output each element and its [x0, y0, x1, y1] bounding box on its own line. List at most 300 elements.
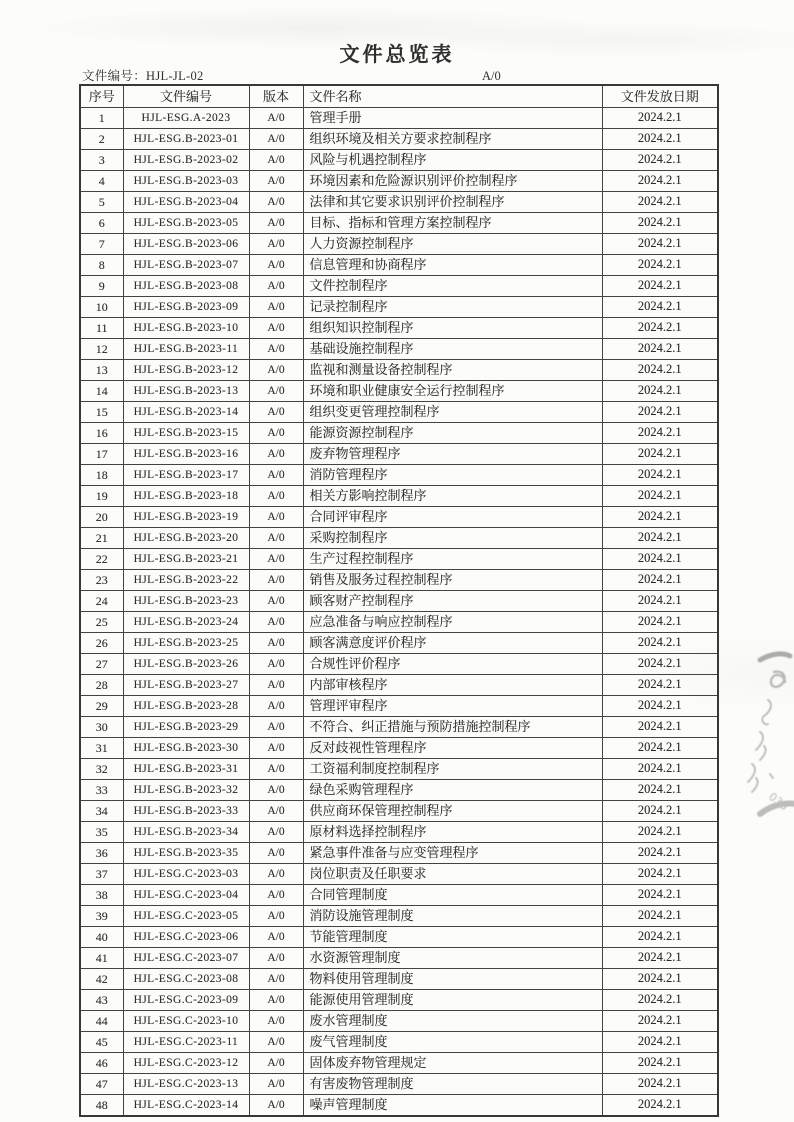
cell-serial: 34 — [80, 801, 123, 822]
cell-serial: 21 — [80, 528, 123, 549]
table-row — [80, 465, 718, 486]
cell-date: 2024.2.1 — [602, 234, 718, 255]
cell-name: 有害废物管理制度 — [303, 1074, 602, 1095]
cell-serial: 2 — [80, 129, 123, 150]
cell-name: 环境和职业健康安全运行控制程序 — [303, 381, 602, 402]
cell-code: HJL-ESG.A-2023 — [123, 108, 249, 129]
cell-version: A/0 — [249, 654, 303, 675]
cell-name: 能源使用管理制度 — [303, 990, 602, 1011]
cell-serial: 31 — [80, 738, 123, 759]
handwritten-stamp — [730, 646, 794, 824]
table-row — [80, 1095, 718, 1117]
cell-code: HJL-ESG.B-2023-02 — [123, 150, 249, 171]
table-row — [80, 444, 718, 465]
cell-version: A/0 — [249, 570, 303, 591]
cell-code: HJL-ESG.B-2023-05 — [123, 213, 249, 234]
cell-code: HJL-ESG.B-2023-14 — [123, 402, 249, 423]
cell-code: HJL-ESG.B-2023-34 — [123, 822, 249, 843]
cell-version: A/0 — [249, 1011, 303, 1032]
cell-serial: 44 — [80, 1011, 123, 1032]
doc-number-line — [82, 66, 204, 84]
cell-name: 风险与机遇控制程序 — [303, 150, 602, 171]
table-row — [80, 255, 718, 276]
cell-date: 2024.2.1 — [602, 885, 718, 906]
table-row — [80, 108, 718, 129]
cell-code: HJL-ESG.B-2023-18 — [123, 486, 249, 507]
cell-name: 组织环境及相关方要求控制程序 — [303, 129, 602, 150]
cell-name: 绿色采购管理程序 — [303, 780, 602, 801]
cell-date: 2024.2.1 — [602, 1053, 718, 1074]
cell-date: 2024.2.1 — [602, 864, 718, 885]
table-row — [80, 948, 718, 969]
cell-code: HJL-ESG.B-2023-15 — [123, 423, 249, 444]
cell-serial: 39 — [80, 906, 123, 927]
cell-code: HJL-ESG.B-2023-08 — [123, 276, 249, 297]
cell-date: 2024.2.1 — [602, 990, 718, 1011]
cell-name: 基础设施控制程序 — [303, 339, 602, 360]
cell-name: 应急准备与响应控制程序 — [303, 612, 602, 633]
col-header-version: 版本 — [249, 85, 303, 108]
cell-code: HJL-ESG.B-2023-25 — [123, 633, 249, 654]
cell-code: HJL-ESG.B-2023-10 — [123, 318, 249, 339]
cell-name: 组织知识控制程序 — [303, 318, 602, 339]
cell-code: HJL-ESG.C-2023-14 — [123, 1095, 249, 1117]
cell-version: A/0 — [249, 864, 303, 885]
cell-name: 供应商环保管理控制程序 — [303, 801, 602, 822]
table-row — [80, 927, 718, 948]
cell-code: HJL-ESG.C-2023-09 — [123, 990, 249, 1011]
table-row — [80, 234, 718, 255]
cell-name: 销售及服务过程控制程序 — [303, 570, 602, 591]
cell-version: A/0 — [249, 969, 303, 990]
cell-date: 2024.2.1 — [602, 612, 718, 633]
cell-date: 2024.2.1 — [602, 549, 718, 570]
cell-date: 2024.2.1 — [602, 423, 718, 444]
cell-date: 2024.2.1 — [602, 843, 718, 864]
table-row — [80, 633, 718, 654]
cell-name: 目标、指标和管理方案控制程序 — [303, 213, 602, 234]
cell-version: A/0 — [249, 1032, 303, 1053]
cell-name: 原材料选择控制程序 — [303, 822, 602, 843]
cell-version: A/0 — [249, 171, 303, 192]
cell-code: HJL-ESG.C-2023-06 — [123, 927, 249, 948]
cell-serial: 7 — [80, 234, 123, 255]
stamp-number: 030 — [766, 790, 791, 814]
cell-version: A/0 — [249, 402, 303, 423]
cell-name: 废气管理制度 — [303, 1032, 602, 1053]
cell-version: A/0 — [249, 591, 303, 612]
table-row — [80, 675, 718, 696]
cell-code: HJL-ESG.C-2023-05 — [123, 906, 249, 927]
cell-date: 2024.2.1 — [602, 150, 718, 171]
cell-serial: 16 — [80, 423, 123, 444]
cell-code: HJL-ESG.B-2023-20 — [123, 528, 249, 549]
table-row — [80, 738, 718, 759]
cell-name: 固体废弃物管理规定 — [303, 1053, 602, 1074]
cell-serial: 10 — [80, 297, 123, 318]
document-overview-table — [79, 84, 719, 1117]
table-row — [80, 1074, 718, 1095]
cell-serial: 47 — [80, 1074, 123, 1095]
cell-version: A/0 — [249, 1095, 303, 1117]
table-row — [80, 1032, 718, 1053]
cell-name: 人力资源控制程序 — [303, 234, 602, 255]
page-version-note: A/0 — [482, 69, 501, 83]
cell-serial: 26 — [80, 633, 123, 654]
cell-version: A/0 — [249, 1053, 303, 1074]
cell-name: 合同评审程序 — [303, 507, 602, 528]
cell-date: 2024.2.1 — [602, 1011, 718, 1032]
cell-version: A/0 — [249, 318, 303, 339]
table-row — [80, 528, 718, 549]
cell-serial: 41 — [80, 948, 123, 969]
table-row — [80, 990, 718, 1011]
cell-name: 噪声管理制度 — [303, 1095, 602, 1117]
cell-serial: 30 — [80, 717, 123, 738]
cell-version: A/0 — [249, 108, 303, 129]
table-body — [80, 108, 718, 1117]
cell-date: 2024.2.1 — [602, 570, 718, 591]
cell-code: HJL-ESG.C-2023-12 — [123, 1053, 249, 1074]
cell-version: A/0 — [249, 528, 303, 549]
cell-code: HJL-ESG.B-2023-16 — [123, 444, 249, 465]
cell-date: 2024.2.1 — [602, 675, 718, 696]
cell-name: 工资福利制度控制程序 — [303, 759, 602, 780]
cell-serial: 23 — [80, 570, 123, 591]
cell-code: HJL-ESG.B-2023-03 — [123, 171, 249, 192]
cell-date: 2024.2.1 — [602, 528, 718, 549]
col-header-name: 文件名称 — [303, 85, 602, 108]
table-row — [80, 150, 718, 171]
cell-version: A/0 — [249, 444, 303, 465]
cell-code: HJL-ESG.B-2023-11 — [123, 339, 249, 360]
cell-version: A/0 — [249, 486, 303, 507]
cell-date: 2024.2.1 — [602, 129, 718, 150]
cell-code: HJL-ESG.B-2023-07 — [123, 255, 249, 276]
table-row — [80, 654, 718, 675]
table-row — [80, 906, 718, 927]
cell-code: HJL-ESG.B-2023-33 — [123, 801, 249, 822]
cell-date: 2024.2.1 — [602, 759, 718, 780]
cell-serial: 29 — [80, 696, 123, 717]
cell-serial: 37 — [80, 864, 123, 885]
cell-version: A/0 — [249, 612, 303, 633]
table-row — [80, 171, 718, 192]
cell-version: A/0 — [249, 129, 303, 150]
cell-date: 2024.2.1 — [602, 213, 718, 234]
cell-serial: 6 — [80, 213, 123, 234]
col-header-date: 文件发放日期 — [602, 85, 718, 108]
cell-code: HJL-ESG.C-2023-03 — [123, 864, 249, 885]
cell-name: 顾客财产控制程序 — [303, 591, 602, 612]
cell-version: A/0 — [249, 150, 303, 171]
cell-version: A/0 — [249, 423, 303, 444]
table-row — [80, 801, 718, 822]
cell-serial: 46 — [80, 1053, 123, 1074]
table-row — [80, 822, 718, 843]
cell-date: 2024.2.1 — [602, 192, 718, 213]
cell-version: A/0 — [249, 213, 303, 234]
cell-serial: 27 — [80, 654, 123, 675]
cell-date: 2024.2.1 — [602, 255, 718, 276]
cell-serial: 9 — [80, 276, 123, 297]
cell-version: A/0 — [249, 276, 303, 297]
cell-serial: 15 — [80, 402, 123, 423]
table-row — [80, 549, 718, 570]
cell-code: HJL-ESG.C-2023-04 — [123, 885, 249, 906]
cell-name: 废弃物管理程序 — [303, 444, 602, 465]
cell-serial: 36 — [80, 843, 123, 864]
cell-serial: 13 — [80, 360, 123, 381]
cell-serial: 43 — [80, 990, 123, 1011]
table-row — [80, 717, 718, 738]
cell-code: HJL-ESG.B-2023-32 — [123, 780, 249, 801]
cell-serial: 5 — [80, 192, 123, 213]
cell-serial: 48 — [80, 1095, 123, 1117]
cell-code: HJL-ESG.B-2023-06 — [123, 234, 249, 255]
cell-version: A/0 — [249, 507, 303, 528]
cell-date: 2024.2.1 — [602, 360, 718, 381]
cell-version: A/0 — [249, 801, 303, 822]
cell-name: 环境因素和危险源识别评价控制程序 — [303, 171, 602, 192]
cell-name: 文件控制程序 — [303, 276, 602, 297]
cell-version: A/0 — [249, 843, 303, 864]
cell-date: 2024.2.1 — [602, 444, 718, 465]
cell-version: A/0 — [249, 1074, 303, 1095]
cell-name: 岗位职责及任职要求 — [303, 864, 602, 885]
cell-version: A/0 — [249, 906, 303, 927]
cell-name: 管理评审程序 — [303, 696, 602, 717]
cell-version: A/0 — [249, 822, 303, 843]
cell-code: HJL-ESG.B-2023-19 — [123, 507, 249, 528]
table-row — [80, 780, 718, 801]
cell-date: 2024.2.1 — [602, 381, 718, 402]
cell-date: 2024.2.1 — [602, 1074, 718, 1095]
cell-code: HJL-ESG.C-2023-10 — [123, 1011, 249, 1032]
cell-name: 生产过程控制程序 — [303, 549, 602, 570]
table-row — [80, 759, 718, 780]
cell-date: 2024.2.1 — [602, 339, 718, 360]
page-title: 文件总览表 — [339, 44, 455, 66]
cell-serial: 25 — [80, 612, 123, 633]
cell-serial: 17 — [80, 444, 123, 465]
table-row — [80, 381, 718, 402]
cell-version: A/0 — [249, 948, 303, 969]
cell-serial: 3 — [80, 150, 123, 171]
table-row — [80, 297, 718, 318]
cell-serial: 20 — [80, 507, 123, 528]
table-row — [80, 570, 718, 591]
cell-code: HJL-ESG.C-2023-08 — [123, 969, 249, 990]
cell-date: 2024.2.1 — [602, 297, 718, 318]
cell-date: 2024.2.1 — [602, 171, 718, 192]
cell-name: 消防管理程序 — [303, 465, 602, 486]
cell-serial: 4 — [80, 171, 123, 192]
cell-serial: 12 — [80, 339, 123, 360]
cell-date: 2024.2.1 — [602, 927, 718, 948]
table-header-row — [80, 85, 718, 108]
cell-date: 2024.2.1 — [602, 1095, 718, 1117]
cell-version: A/0 — [249, 297, 303, 318]
cell-name: 管理手册 — [303, 108, 602, 129]
table-row — [80, 423, 718, 444]
table-row — [80, 591, 718, 612]
table-row — [80, 696, 718, 717]
cell-code: HJL-ESG.B-2023-27 — [123, 675, 249, 696]
table-row — [80, 843, 718, 864]
cell-serial: 32 — [80, 759, 123, 780]
cell-date: 2024.2.1 — [602, 507, 718, 528]
cell-serial: 42 — [80, 969, 123, 990]
cell-code: HJL-ESG.B-2023-26 — [123, 654, 249, 675]
cell-serial: 19 — [80, 486, 123, 507]
table-row — [80, 276, 718, 297]
cell-code: HJL-ESG.B-2023-28 — [123, 696, 249, 717]
cell-serial: 35 — [80, 822, 123, 843]
cell-name: 法律和其它要求识别评价控制程序 — [303, 192, 602, 213]
cell-code: HJL-ESG.B-2023-12 — [123, 360, 249, 381]
cell-date: 2024.2.1 — [602, 906, 718, 927]
table-row — [80, 507, 718, 528]
cell-name: 废水管理制度 — [303, 1011, 602, 1032]
table-row — [80, 402, 718, 423]
cell-version: A/0 — [249, 696, 303, 717]
cell-version: A/0 — [249, 633, 303, 654]
cell-version: A/0 — [249, 465, 303, 486]
cell-serial: 24 — [80, 591, 123, 612]
cell-serial: 8 — [80, 255, 123, 276]
cell-version: A/0 — [249, 381, 303, 402]
cell-serial: 22 — [80, 549, 123, 570]
cell-name: 节能管理制度 — [303, 927, 602, 948]
cell-code: HJL-ESG.B-2023-35 — [123, 843, 249, 864]
cell-version: A/0 — [249, 885, 303, 906]
cell-date: 2024.2.1 — [602, 969, 718, 990]
cell-code: HJL-ESG.B-2023-23 — [123, 591, 249, 612]
cell-name: 记录控制程序 — [303, 297, 602, 318]
cell-code: HJL-ESG.C-2023-13 — [123, 1074, 249, 1095]
table-row — [80, 318, 718, 339]
cell-date: 2024.2.1 — [602, 738, 718, 759]
cell-name: 紧急事件准备与应变管理程序 — [303, 843, 602, 864]
table-row — [80, 1053, 718, 1074]
cell-version: A/0 — [249, 675, 303, 696]
cell-version: A/0 — [249, 759, 303, 780]
cell-serial: 40 — [80, 927, 123, 948]
cell-name: 组织变更管理控制程序 — [303, 402, 602, 423]
cell-serial: 33 — [80, 780, 123, 801]
cell-date: 2024.2.1 — [602, 402, 718, 423]
cell-version: A/0 — [249, 360, 303, 381]
table-row — [80, 1011, 718, 1032]
cell-version: A/0 — [249, 738, 303, 759]
cell-code: HJL-ESG.C-2023-07 — [123, 948, 249, 969]
cell-version: A/0 — [249, 255, 303, 276]
table-row — [80, 360, 718, 381]
cell-name: 合规性评价程序 — [303, 654, 602, 675]
cell-serial: 1 — [80, 108, 123, 129]
cell-version: A/0 — [249, 927, 303, 948]
table-row — [80, 864, 718, 885]
cell-code: HJL-ESG.B-2023-13 — [123, 381, 249, 402]
cell-date: 2024.2.1 — [602, 780, 718, 801]
cell-name: 相关方影响控制程序 — [303, 486, 602, 507]
cell-date: 2024.2.1 — [602, 108, 718, 129]
table-row — [80, 885, 718, 906]
cell-version: A/0 — [249, 717, 303, 738]
cell-code: HJL-ESG.B-2023-09 — [123, 297, 249, 318]
cell-date: 2024.2.1 — [602, 633, 718, 654]
table-row — [80, 969, 718, 990]
cell-name: 能源资源控制程序 — [303, 423, 602, 444]
table-row — [80, 612, 718, 633]
cell-serial: 14 — [80, 381, 123, 402]
cell-version: A/0 — [249, 192, 303, 213]
table-row — [80, 486, 718, 507]
cell-version: A/0 — [249, 234, 303, 255]
cell-name: 监视和测量设备控制程序 — [303, 360, 602, 381]
cell-date: 2024.2.1 — [602, 465, 718, 486]
cell-version: A/0 — [249, 549, 303, 570]
doc-number-label: 文件编号： — [82, 69, 147, 83]
cell-serial: 38 — [80, 885, 123, 906]
cell-code: HJL-ESG.B-2023-21 — [123, 549, 249, 570]
cell-name: 内部审核程序 — [303, 675, 602, 696]
cell-serial: 45 — [80, 1032, 123, 1053]
cell-version: A/0 — [249, 339, 303, 360]
cell-code: HJL-ESG.B-2023-30 — [123, 738, 249, 759]
cell-code: HJL-ESG.B-2023-29 — [123, 717, 249, 738]
cell-version: A/0 — [249, 780, 303, 801]
cell-code: HJL-ESG.B-2023-17 — [123, 465, 249, 486]
cell-name: 反对歧视性管理程序 — [303, 738, 602, 759]
table-row — [80, 213, 718, 234]
cell-date: 2024.2.1 — [602, 822, 718, 843]
cell-date: 2024.2.1 — [602, 486, 718, 507]
cell-name: 消防设施管理制度 — [303, 906, 602, 927]
cell-code: HJL-ESG.B-2023-22 — [123, 570, 249, 591]
cell-code: HJL-ESG.B-2023-04 — [123, 192, 249, 213]
table-row — [80, 129, 718, 150]
cell-code: HJL-ESG.C-2023-11 — [123, 1032, 249, 1053]
cell-date: 2024.2.1 — [602, 717, 718, 738]
cell-name: 合同管理制度 — [303, 885, 602, 906]
col-header-serial: 序号 — [80, 85, 123, 108]
table-row — [80, 339, 718, 360]
cell-code: HJL-ESG.B-2023-31 — [123, 759, 249, 780]
cell-name: 不符合、纠正措施与预防措施控制程序 — [303, 717, 602, 738]
cell-name: 物料使用管理制度 — [303, 969, 602, 990]
cell-date: 2024.2.1 — [602, 654, 718, 675]
cell-date: 2024.2.1 — [602, 276, 718, 297]
cell-name: 信息管理和协商程序 — [303, 255, 602, 276]
cell-serial: 18 — [80, 465, 123, 486]
cell-date: 2024.2.1 — [602, 1032, 718, 1053]
cell-date: 2024.2.1 — [602, 948, 718, 969]
table-row — [80, 192, 718, 213]
cell-date: 2024.2.1 — [602, 591, 718, 612]
cell-name: 采购控制程序 — [303, 528, 602, 549]
cell-code: HJL-ESG.B-2023-01 — [123, 129, 249, 150]
doc-number-value: HJL-JL-02 — [146, 69, 204, 83]
cell-date: 2024.2.1 — [602, 801, 718, 822]
cell-version: A/0 — [249, 990, 303, 1011]
cell-serial: 11 — [80, 318, 123, 339]
cell-date: 2024.2.1 — [602, 318, 718, 339]
cell-date: 2024.2.1 — [602, 696, 718, 717]
col-header-code: 文件编号 — [123, 85, 249, 108]
cell-name: 水资源管理制度 — [303, 948, 602, 969]
